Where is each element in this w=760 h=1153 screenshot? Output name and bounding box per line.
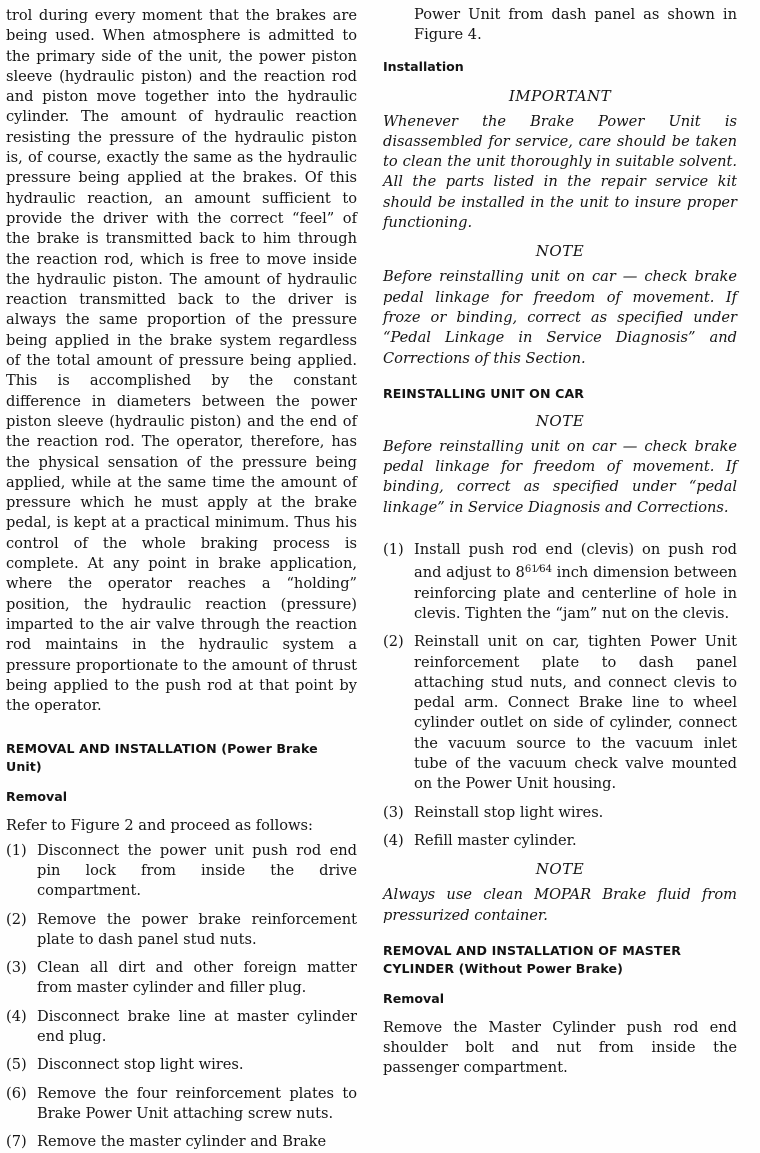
list-item: (1) Disconnect the power unit push rod end pin lock from inside the drive compartment. [6,841,357,900]
list-item: (1) Install push rod end (clevis) on push rod and adjust to $8^{61⁄64}$ inch dimension between reinforcing plate and centerline of hole in clevis. Tighten the “jam” nut on the clevis. [383,541,737,622]
note-text: Always use clean MOPAR Brake fluid from pressurized container. [383,886,737,924]
list-item: (2) Reinstall unit on car, tighten Power Unit reinforcement plate to dash panel attaching stud nuts, and connect clevis to pedal arm. Connect Brake line to wheel cylinder outlet on side of cylinder, connect the vacuum source to the vacuum inlet tube of the vacuum check valve mounted on the Power Unit housing. [383,633,737,793]
section-heading-removal-installation: REMOVAL AND INSTALLATION (Power Brake Unit) [6,741,318,775]
list-item: (4) Disconnect brake line at master cylinder end plug. [6,1007,357,1046]
reaction-description-paragraph: trol during every moment that the brakes are being used. When atmosphere is admitted to the primary side of the unit, the power piston sleeve (hydraulic piston) and the reaction rod and piston move together into the hydraulic cylinder. The amount of hydraulic reaction resisting the pressure of the hydraulic piston is, of course, exactly the same as the hydraulic pressure being applied at the brakes. Of this hydraulic reaction, an amount sufficient to provide the driver with the correct “feel” of the brake is transmitted back to him through the reaction rod, which is free to move inside the hydraulic piston. The amount of hydraulic reaction transmitted back to the driver is always the same proportion of the pressure being applied in the brake system regardless of the total amount of pressure being applied. This is accomplished by the constant difference in diameters between the power piston sleeve (hydraulic piston) and the end of the reaction rod. The operator, therefore, has the physical sensation of the pressure being applied, while at the same time the amount of pressure which he must apply at the brake pedal, is kept at a practical minimum. Thus his control of the whole braking process is complete. At any point in brake application, where the operator reaches a “holding” position, the hydraulic reaction (pressure) imparted to the air valve through the reaction rod maintains in the hydraulic system a pressure proportionate to the amount of thrust being applied to the push rod at that point by the operator. [6,7,357,715]
note-label: NOTE [535,411,585,430]
section-heading-master-cylinder: REMOVAL AND INSTALLATION OF MASTER CYLINDER (Without Power Brake) [383,942,682,976]
master-cylinder-removal-text: Remove the Master Cylinder push rod end shoulder bolt and nut from inside the passenger compartment. [383,1018,737,1077]
step-7-continuation: Power Unit from dash panel as shown in Figure 4. [414,6,737,44]
list-item: (3) Reinstall stop light wires. [383,803,604,821]
right-column [383,6,737,1077]
subheading-removal: Removal [6,789,68,805]
important-text: Whenever the Brake Power Unit is disassembled for service, care should be taken to clean the unit thoroughly in suitable solvent. All the parts listed in the repair service kit should be installed in the unit to insure proper functioning. [383,112,737,232]
note-label: NOTE [535,242,585,261]
subheading-removal: Removal [383,990,445,1006]
left-column [6,6,357,1151]
section-heading-reinstalling: REINSTALLING UNIT ON CAR [383,385,585,401]
note-text: Before reinstalling unit on car — check brake pedal linkage for freedom of movement. If binding, correct as specified under “pedal linkage” in Service Diagnosis and Corrections. [383,437,737,516]
list-item: (6) Remove the four reinforcement plates to Brake Power Unit attaching screw nuts. [6,1084,357,1122]
list-item: (5) Disconnect stop light wires. [6,1056,244,1074]
important-label: IMPORTANT [508,86,612,105]
note-text: Before reinstalling unit on car — check brake pedal linkage for freedom of movement. If froze or binding, correct as specified under “Pedal Linkage in Service Diagnosis” and Corrections of this Section. [383,268,737,367]
subheading-installation: Installation [383,58,464,74]
list-item: (2) Remove the power brake reinforcement plate to dash panel stud nuts. [6,910,357,948]
note-label: NOTE [535,860,585,879]
removal-steps-list [6,841,357,1153]
reinstall-steps-list [383,540,737,851]
removal-intro: Refer to Figure 2 and proceed as follows: [6,817,313,835]
list-item: (3) Clean all dirt and other foreign matter from master cylinder and filler plug. [6,959,357,997]
list-item: (4) Refill master cylinder. [383,831,577,849]
dimension-fraction: 61⁄64 [524,564,552,576]
list-item: (7) Remove the master cylinder and Brake [6,1133,327,1151]
